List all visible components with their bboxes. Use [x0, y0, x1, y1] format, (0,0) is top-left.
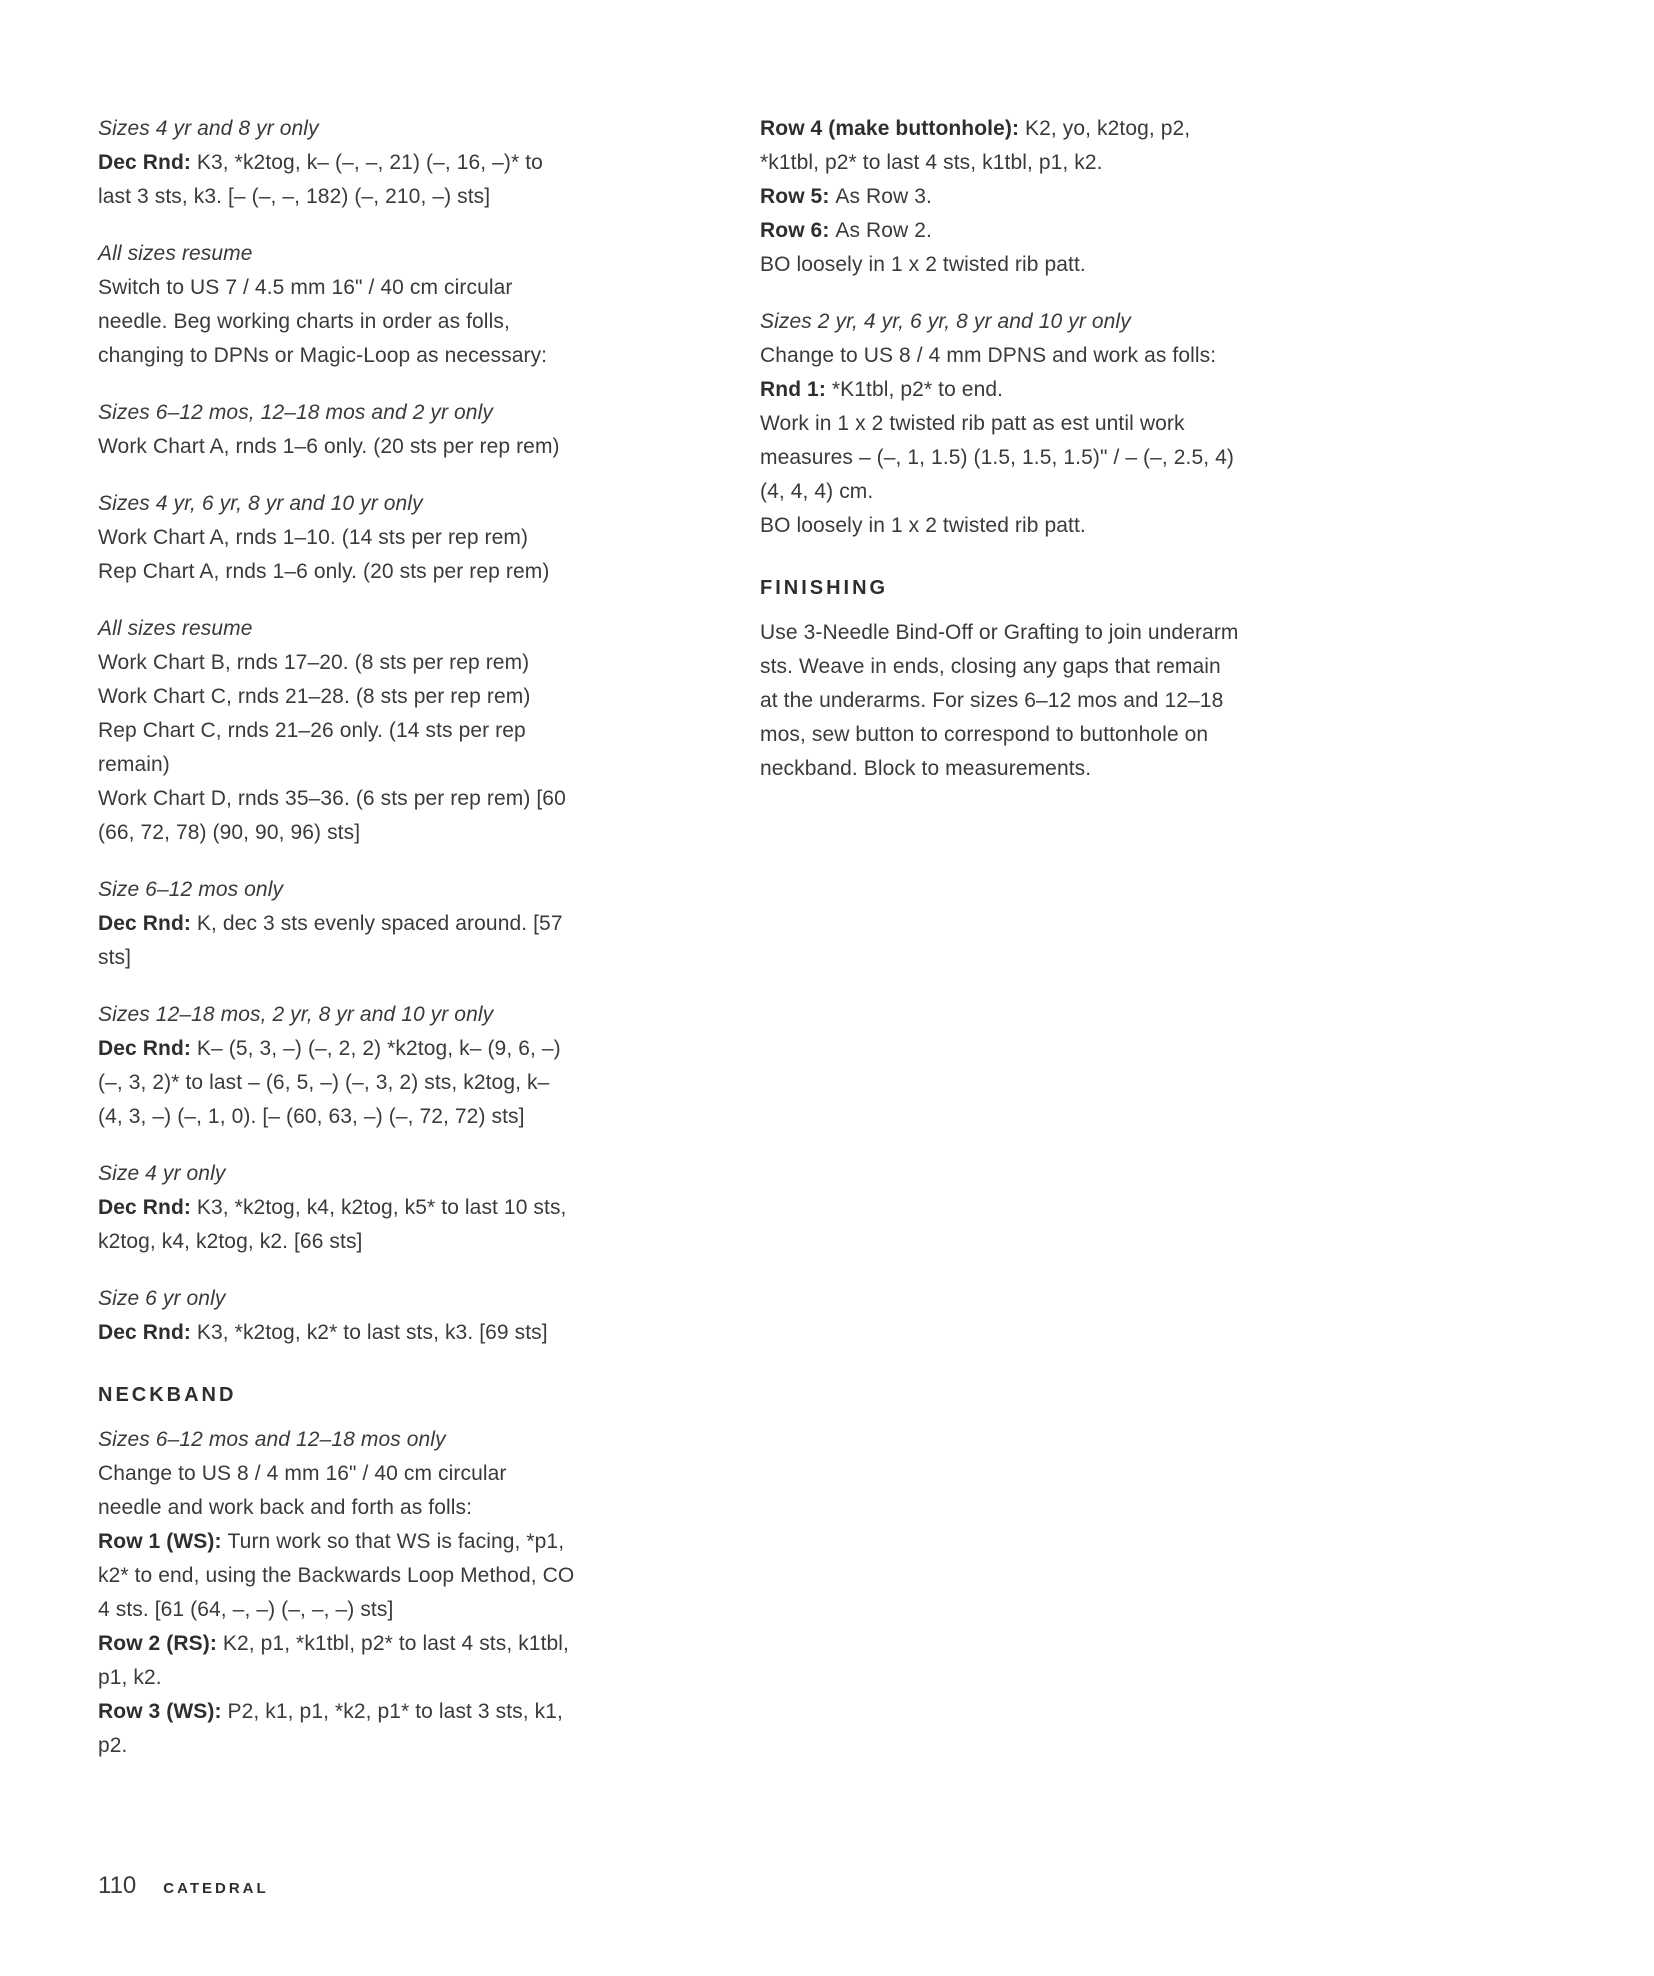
instruction-text: K2, p1, *k1tbl, p2* to last 4 sts, k1tbl, p1, k2. [98, 1632, 569, 1689]
size-note: Sizes 6–12 mos and 12–18 mos only [98, 1428, 446, 1451]
bold-label: Dec Rnd: [98, 151, 197, 174]
paragraph [98, 782, 576, 850]
paragraph [98, 1525, 576, 1627]
bold-label: Row 1 (WS): [98, 1530, 228, 1553]
bold-label: Dec Rnd: [98, 912, 197, 935]
instruction-block [98, 1157, 576, 1259]
paragraph [98, 680, 576, 714]
paragraph [98, 1157, 576, 1191]
instruction-text: Change to US 8 / 4 mm 16" / 40 cm circular needle and work back and forth as folls: [98, 1462, 507, 1519]
instruction-text: Rep Chart C, rnds 21–26 only. (14 sts per rep remain) [98, 719, 526, 776]
paragraph [98, 612, 576, 646]
paragraph [98, 555, 576, 589]
instruction-text: Work Chart A, rnds 1–6 only. (20 sts per rep rem) [98, 435, 560, 458]
instruction-block [760, 112, 1240, 282]
right-column [760, 112, 1240, 809]
paragraph [98, 646, 576, 680]
instruction-text: Work Chart A, rnds 1–10. (14 sts per rep rem) [98, 526, 529, 549]
instruction-block [98, 112, 576, 214]
instruction-text: P2, k1, p1, *k2, p1* to last 3 sts, k1, p2. [98, 1700, 563, 1757]
instruction-text: Turn work so that WS is facing, *p1, k2* to end, using the Backwards Loop Method, CO 4 sts. [61 (64, –, –) (–, –, –) sts] [98, 1530, 575, 1621]
instruction-text: Switch to US 7 / 4.5 mm 16" / 40 cm circular needle. Beg working charts in order as folls, changing to DPNs or Magic-Loop as necessary: [98, 276, 548, 367]
size-note: Size 6 yr only [98, 1287, 226, 1310]
instruction-text: Work Chart C, rnds 21–28. (8 sts per rep rem) [98, 685, 531, 708]
instruction-text: Work Chart D, rnds 35–36. (6 sts per rep rem) [60 (66, 72, 78) (90, 90, 96) sts] [98, 787, 566, 844]
paragraph [98, 1191, 576, 1259]
instruction-block [98, 998, 576, 1134]
size-note: Sizes 4 yr, 6 yr, 8 yr and 10 yr only [98, 492, 423, 515]
instruction-text: Change to US 8 / 4 mm DPNS and work as folls: [760, 344, 1217, 367]
paragraph [98, 487, 576, 521]
instruction-block [760, 616, 1240, 786]
paragraph [98, 1423, 576, 1457]
bold-label: Row 4 (make buttonhole): [760, 117, 1025, 140]
paragraph [98, 1032, 576, 1134]
page-number: 110 [98, 1872, 137, 1899]
instruction-block [760, 305, 1240, 543]
paragraph [760, 112, 1240, 180]
instruction-text: K3, *k2tog, k2* to last sts, k3. [69 sts] [196, 1321, 548, 1344]
paragraph [98, 112, 576, 146]
paragraph [98, 873, 576, 907]
size-note: Size 6–12 mos only [98, 878, 284, 901]
paragraph [760, 339, 1240, 373]
instruction-text: BO loosely in 1 x 2 twisted rib patt. [760, 253, 1086, 276]
size-note: Sizes 4 yr and 8 yr only [98, 117, 319, 140]
instruction-text: K3, *k2tog, k– (–, –, 21) (–, 16, –)* to last 3 sts, k3. [– (–, –, 182) (–, 210, –) sts] [98, 151, 543, 208]
bold-label: Dec Rnd: [98, 1321, 197, 1344]
size-note: All sizes resume [98, 617, 253, 640]
paragraph [760, 305, 1240, 339]
instruction-block [98, 396, 576, 464]
paragraph [98, 1695, 576, 1763]
instruction-text: Use 3-Needle Bind-Off or Grafting to join underarm sts. Weave in ends, closing any gaps that remain at the underarms. For sizes 6–12 mos and 12–18 mos, sew button to correspond to buttonhole on neckband. Block to measurements. [760, 621, 1239, 780]
paragraph [98, 271, 576, 373]
instruction-text: K2, yo, k2tog, p2, *k1tbl, p2* to last 4 sts, k1tbl, p1, k2. [760, 117, 1191, 174]
instruction-text: Work in 1 x 2 twisted rib patt as est until work measures – (–, 1, 1.5) (1.5, 1.5, 1.5)" / – (–, 2.5, 4) (4, 4, 4) cm. [760, 412, 1235, 503]
bold-label: Row 2 (RS): [98, 1632, 223, 1655]
paragraph [760, 180, 1240, 214]
instruction-text: As Row 3. [835, 185, 932, 208]
instruction-text: BO loosely in 1 x 2 twisted rib patt. [760, 514, 1086, 537]
paragraph [98, 146, 576, 214]
instruction-text: *K1tbl, p2* to end. [831, 378, 1004, 401]
instruction-block [98, 612, 576, 850]
paragraph [760, 616, 1240, 786]
instruction-text: Work Chart B, rnds 17–20. (8 sts per rep rem) [98, 651, 530, 674]
bold-label: Dec Rnd: [98, 1037, 197, 1060]
paragraph [98, 1627, 576, 1695]
section-heading: NECKBAND [98, 1384, 237, 1406]
instruction-text: K, dec 3 sts evenly spaced around. [57 sts] [98, 912, 563, 969]
paragraph [98, 1457, 576, 1525]
instruction-text: K– (5, 3, –) (–, 2, 2) *k2tog, k– (9, 6, –) (–, 3, 2)* to last – (6, 5, –) (–, 3, 2) sts, k2tog, k– (4, 3, –) (–, 1, 0). [– (60, 63, –) (–, 72, 72) sts] [98, 1037, 561, 1128]
size-note: All sizes resume [98, 242, 253, 265]
section-heading: FINISHING [760, 577, 889, 599]
paragraph [98, 521, 576, 555]
instruction-text: K3, *k2tog, k4, k2tog, k5* to last 10 sts, k2tog, k4, k2tog, k2. [66 sts] [98, 1196, 567, 1253]
paragraph [98, 237, 576, 271]
page-footer [98, 1872, 269, 1900]
size-note: Size 4 yr only [98, 1162, 226, 1185]
instruction-text: Rep Chart A, rnds 1–6 only. (20 sts per rep rem) [98, 560, 550, 583]
size-note: Sizes 12–18 mos, 2 yr, 8 yr and 10 yr only [98, 1003, 494, 1026]
paragraph [760, 407, 1240, 509]
left-column [98, 112, 576, 1786]
instruction-block [98, 237, 576, 373]
instruction-block [98, 487, 576, 589]
paragraph [98, 1316, 576, 1350]
paragraph [98, 714, 576, 782]
paragraph [98, 1282, 576, 1316]
paragraph [98, 998, 576, 1032]
paragraph [760, 373, 1240, 407]
instruction-block [98, 1423, 576, 1763]
instruction-text: As Row 2. [835, 219, 932, 242]
bold-label: Rnd 1: [760, 378, 832, 401]
bold-label: Row 5: [760, 185, 836, 208]
bold-label: Row 3 (WS): [98, 1700, 228, 1723]
bold-label: Dec Rnd: [98, 1196, 197, 1219]
paragraph [760, 214, 1240, 248]
paragraph [98, 907, 576, 975]
paragraph [760, 509, 1240, 543]
paragraph [760, 248, 1240, 282]
paragraph [98, 396, 576, 430]
paragraph [98, 430, 576, 464]
bold-label: Row 6: [760, 219, 836, 242]
size-note: Sizes 2 yr, 4 yr, 6 yr, 8 yr and 10 yr only [760, 310, 1131, 333]
book-title: CATEDRAL [163, 1880, 269, 1897]
instruction-block [98, 873, 576, 975]
instruction-block [98, 1282, 576, 1350]
size-note: Sizes 6–12 mos, 12–18 mos and 2 yr only [98, 401, 493, 424]
